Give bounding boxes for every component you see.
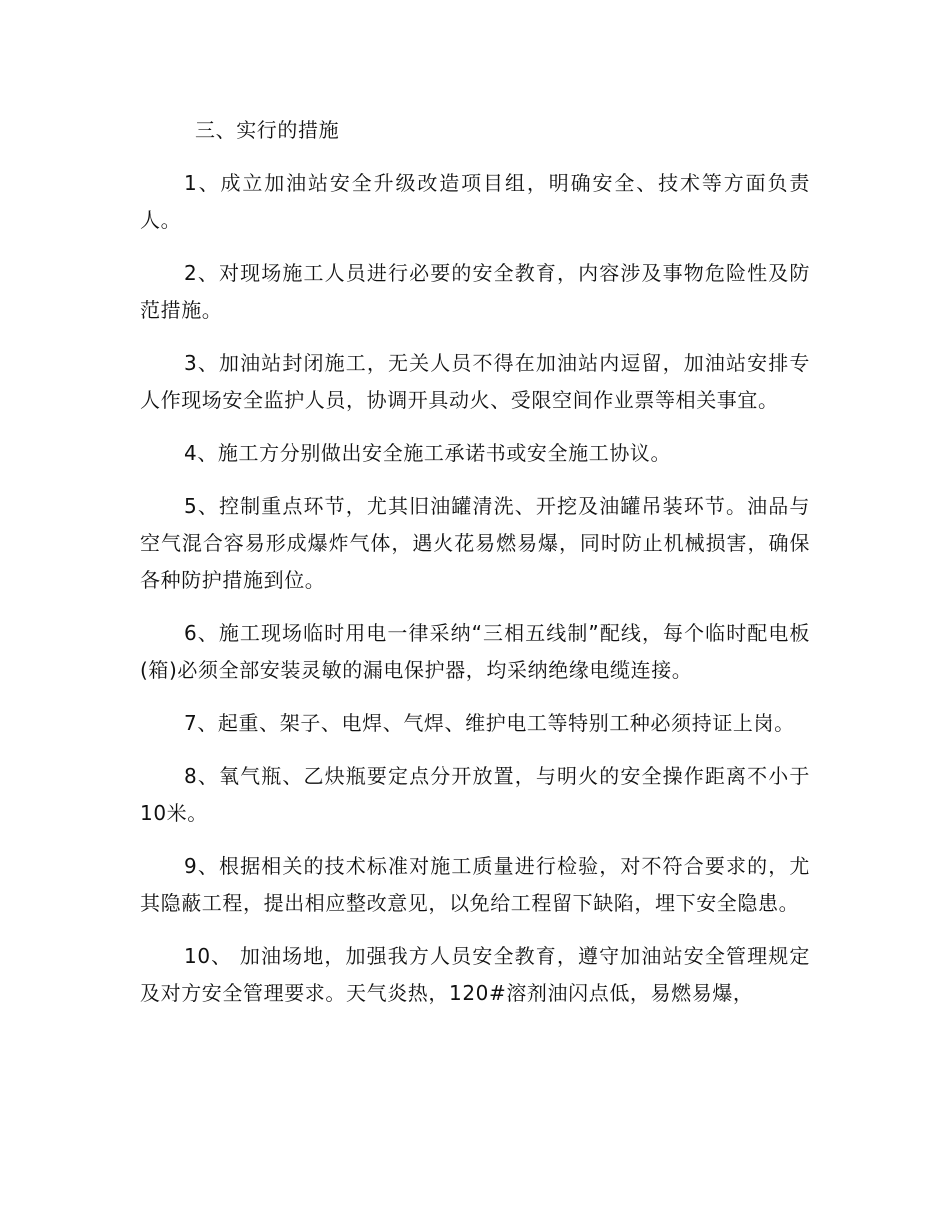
paragraph-5: 5、控制重点环节，尤其旧油罐清洗、开挖及油罐吊装环节。油品与空气混合容易形成爆炸气体，遇火花易燃易爆，同时防止机械损害，确保各种防护措施到位。 [140,494,810,592]
section-heading: 三、实行的措施 [195,118,340,142]
paragraph-8: 8、氧气瓶、乙炔瓶要定点分开放置，与明火的安全操作距离不小于10米。 [140,764,810,825]
paragraph-9: 9、根据相关的技术标准对施工质量进行检验，对不符合要求的，尤其隐蔽工程，提出相应整改意见，以免给工程留下缺陷，埋下安全隐患。 [140,854,810,915]
paragraph-4: 4、施工方分别做出安全施工承诺书或安全施工协议。 [184,441,672,465]
paragraph-2: 2、对现场施工人员进行必要的安全教育，内容涉及事物危险性及防范措施。 [140,261,810,322]
paragraph-7: 7、起重、架子、电焊、气焊、维护电工等特别工种必须持证上岗。 [184,711,795,735]
document-body [140,112,810,1028]
paragraph-1: 1、成立加油站安全升级改造项目组，明确安全、技术等方面负责人。 [140,171,810,232]
paragraph-3: 3、加油站封闭施工，无关人员不得在加油站内逗留，加油站安排专人作现场安全监护人员，协调开具动火、受限空间作业票等相关事宜。 [140,351,810,412]
paragraph-6: 6、施工现场临时用电一律采纳“三相五线制”配线，每个临时配电板(箱)必须全部安装灵敏的漏电保护器，均采纳绝缘电缆连接。 [140,621,810,682]
paragraph-10: 10、 加油场地，加强我方人员安全教育，遵守加油站安全管理规定及对方安全管理要求。天气炎热，120#溶剂油闪点低，易燃易爆， [140,944,810,1005]
